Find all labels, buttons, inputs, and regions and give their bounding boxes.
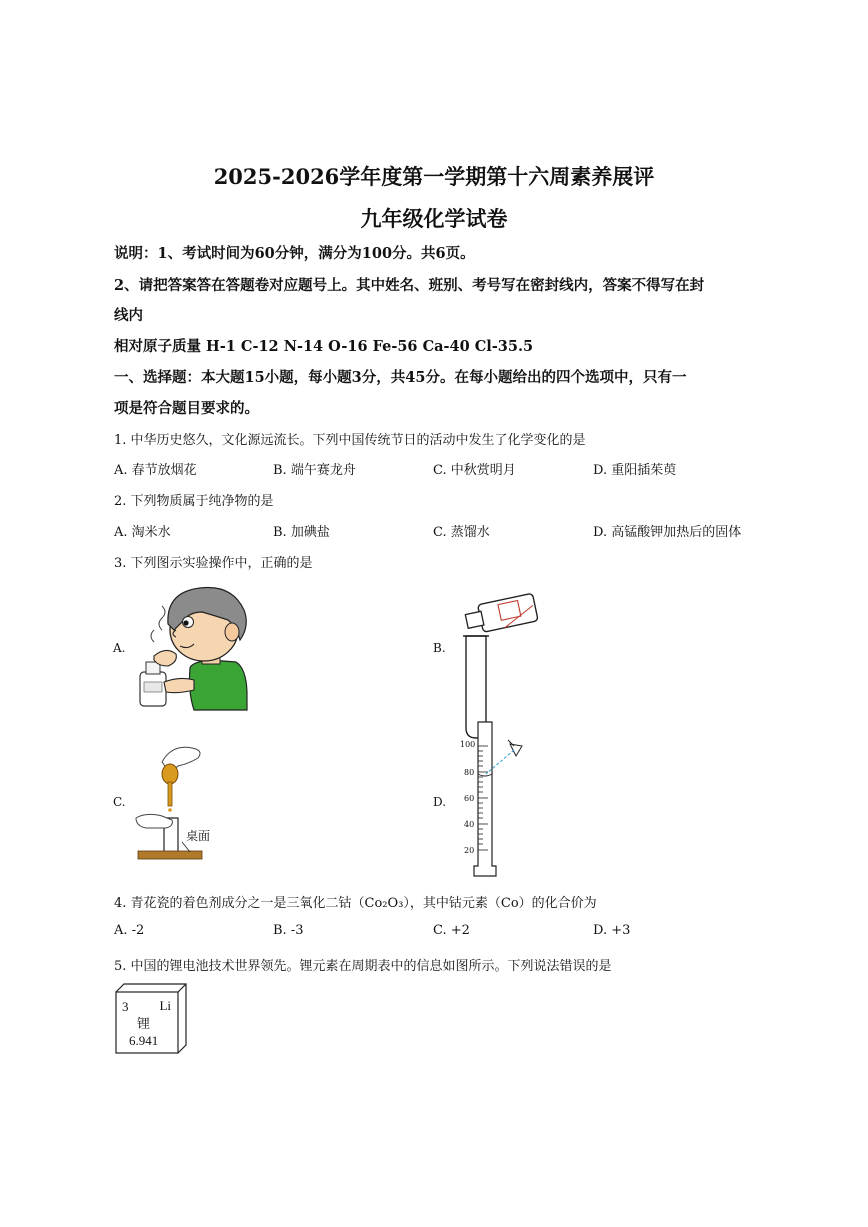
- q3-label-c: C.: [113, 795, 126, 809]
- question-1-stem: 1. 中华历史悠久，文化源远流长。下列中国传统节日的活动中发生了化学变化的是: [114, 433, 586, 448]
- q2-option-b: B. 加碘盐: [273, 525, 330, 540]
- atomic-number: 3: [122, 999, 129, 1014]
- smelling-gas-illustration: [132, 582, 257, 712]
- cylinder-tick-60: 60: [464, 794, 475, 803]
- q1-option-d: D. 重阳插茱萸: [593, 463, 677, 478]
- q3-label-a: A.: [113, 641, 126, 655]
- section-heading-a: 一、选择题：本大题15小题，每小题3分，共45分。在每小题给出的四个选项中，只有一: [114, 369, 687, 386]
- cylinder-tick-40: 40: [464, 820, 475, 829]
- question-5-stem: 5. 中国的锂电池技术世界领先。锂元素在周期表中的信息如图所示。下列说法错误的是: [114, 959, 612, 974]
- element-name: 锂: [137, 1017, 151, 1032]
- cylinder-tick-20: 20: [464, 846, 475, 855]
- section-heading-b: 项是符合题目要求的。: [114, 400, 259, 417]
- question-2-stem: 2. 下列物质属于纯净物的是: [114, 494, 274, 509]
- q2-option-d: D. 高锰酸钾加热后的固体: [593, 525, 742, 540]
- q1-option-c: C. 中秋赏明月: [433, 463, 516, 478]
- note-line-1: 说明：1、考试时间为60分钟，满分为100分。共6页。: [114, 245, 475, 262]
- q1-option-b: B. 端午赛龙舟: [273, 463, 356, 478]
- cylinder-tick-100: 100: [460, 740, 476, 749]
- desk-label: 桌面: [186, 829, 211, 843]
- q4-option-d: D. +3: [593, 923, 631, 938]
- question-4-stem: 4. 青花瓷的着色剂成分之一是三氧化二钴（Co₂O₃），其中钴元素（Co）的化合价为: [114, 896, 597, 911]
- exam-title: 2025-2026学年度第一学期第十六周素养展评: [213, 164, 655, 189]
- atomic-mass: 6.941: [129, 1033, 159, 1048]
- dropper-illustration: [132, 740, 222, 865]
- q4-option-c: C. +2: [433, 923, 470, 938]
- q4-option-b: B. -3: [273, 923, 304, 938]
- q3-label-d: D.: [433, 795, 447, 809]
- q2-option-c: C. 蒸馏水: [433, 525, 490, 540]
- q2-option-a: A. 淘米水: [114, 525, 171, 540]
- exam-subtitle: 九年级化学试卷: [360, 206, 508, 231]
- periodic-table-cell: [115, 983, 181, 1049]
- q3-label-b: B.: [433, 641, 446, 655]
- note-line-2a: 2、请把答案答在答题卷对应题号上。其中姓名、班别、考号写在密封线内，答案不得写在封: [114, 277, 705, 294]
- question-3-stem: 3. 下列图示实验操作中，正确的是: [114, 556, 313, 571]
- q1-option-a: A. 春节放烟花: [114, 463, 197, 478]
- cylinder-tick-80: 80: [464, 768, 475, 777]
- atomic-mass-line: 相对原子质量 H-1 C-12 N-14 O-16 Fe-56 Ca-40 Cl-35.5: [114, 338, 534, 355]
- q4-option-a: A. -2: [114, 923, 145, 938]
- note-line-2b: 线内: [114, 307, 143, 324]
- element-symbol: Li: [159, 998, 171, 1013]
